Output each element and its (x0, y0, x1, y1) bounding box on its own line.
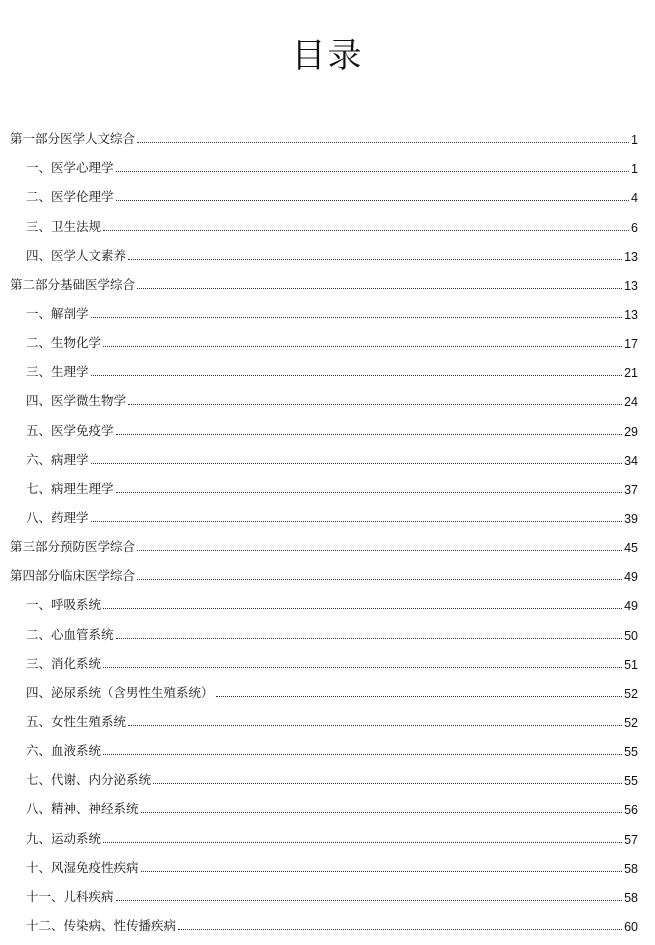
toc-entry-label: 第三部分预防医学综合 (10, 539, 136, 555)
toc-entry[interactable] (10, 468, 638, 497)
toc-entry[interactable] (10, 176, 638, 205)
toc-entry[interactable] (10, 439, 638, 468)
dot-leader (103, 230, 629, 231)
dot-leader (116, 171, 630, 172)
toc-entry[interactable] (10, 118, 638, 147)
toc-entry[interactable] (10, 584, 638, 613)
toc-entry[interactable] (10, 351, 638, 380)
dot-leader (137, 142, 629, 143)
toc-entry-page: 17 (624, 337, 638, 352)
toc-entry-label: 四、医学人文素养 (26, 247, 127, 263)
toc-entry-page: 24 (624, 395, 638, 410)
toc-entry-label: 第四部分临床医学综合 (10, 568, 136, 584)
toc-entry-page: 37 (624, 482, 638, 497)
toc-entry[interactable] (10, 147, 638, 176)
dot-leader (116, 434, 623, 435)
dot-leader (153, 783, 622, 784)
dot-leader (91, 317, 623, 318)
toc-entry-label: 十、风湿免疫性疾病 (26, 859, 139, 875)
toc-entry-page: 52 (624, 715, 638, 730)
toc-entry-label: 五、医学免疫学 (26, 422, 114, 438)
page-title: 目录 (291, 36, 364, 76)
dot-leader (91, 463, 623, 464)
dot-leader (103, 842, 622, 843)
toc-entry-label: 一、解剖学 (26, 305, 89, 321)
dot-leader (137, 550, 622, 551)
toc-entry-label: 一、呼吸系统 (26, 597, 102, 613)
toc-entry-page: 60 (624, 919, 638, 934)
toc-entry[interactable] (10, 322, 638, 351)
toc-entry-page: 49 (624, 599, 638, 614)
toc-entry-page: 45 (624, 541, 638, 556)
toc-entry[interactable] (10, 555, 638, 584)
toc-entry[interactable] (10, 293, 638, 322)
dot-leader (116, 492, 623, 493)
toc-entry-page: 13 (624, 307, 638, 322)
toc-entry[interactable] (10, 876, 638, 905)
toc-entry-label: 三、消化系统 (26, 655, 102, 671)
toc-entry-page: 21 (624, 366, 638, 381)
dot-leader (216, 696, 623, 697)
toc-entry-label: 七、代谢、内分泌系统 (26, 772, 152, 788)
toc-entry-page: 4 (631, 191, 638, 206)
dot-leader (137, 288, 622, 289)
toc-entry-label: 七、病理生理学 (26, 480, 114, 496)
toc-entry-page: 6 (631, 220, 638, 235)
toc-entry[interactable] (10, 409, 638, 438)
dot-leader (103, 346, 622, 347)
toc-entry-label: 十二、传染病、性传播疾病 (26, 917, 177, 933)
toc-entry-page: 51 (624, 657, 638, 672)
toc-entry[interactable] (10, 497, 638, 526)
toc-entry-label: 一、医学心理学 (26, 160, 114, 176)
toc-entry-page: 58 (624, 890, 638, 905)
toc-entry-page: 55 (624, 774, 638, 789)
toc-entry-label: 二、生物化学 (26, 335, 102, 351)
toc-entry-page: 56 (624, 803, 638, 818)
toc-entry[interactable] (10, 817, 638, 846)
dot-leader (141, 812, 623, 813)
toc-entry-label: 九、运动系统 (26, 830, 102, 846)
toc-entry-page: 13 (624, 249, 638, 264)
toc-entry[interactable] (10, 788, 638, 817)
dot-leader (91, 375, 623, 376)
toc-entry[interactable] (10, 759, 638, 788)
toc-entry[interactable] (10, 380, 638, 409)
toc-entry-label: 六、病理学 (26, 451, 89, 467)
toc-entry[interactable] (10, 205, 638, 234)
toc-entry-page: 34 (624, 453, 638, 468)
dot-leader (91, 521, 623, 522)
toc-entry-page: 58 (624, 861, 638, 876)
toc-entry-label: 十一、儿科疾病 (26, 888, 114, 904)
toc-entry[interactable] (10, 672, 638, 701)
dot-leader (103, 608, 622, 609)
dot-leader (103, 754, 622, 755)
toc-entry-page: 50 (624, 628, 638, 643)
toc-entry[interactable] (10, 526, 638, 555)
dot-leader (128, 404, 622, 405)
toc-entry[interactable] (10, 264, 638, 293)
toc-entry-label: 四、医学微生物学 (26, 393, 127, 409)
toc-entry-page: 57 (624, 832, 638, 847)
dot-leader (178, 929, 622, 930)
table-of-contents (10, 118, 638, 934)
toc-entry-label: 三、生理学 (26, 364, 89, 380)
toc-entry-label: 第一部分医学人文综合 (10, 131, 136, 147)
toc-entry-page: 1 (631, 133, 638, 148)
toc-entry[interactable] (10, 730, 638, 759)
toc-entry-page: 1 (631, 162, 638, 177)
toc-entry-page: 52 (624, 686, 638, 701)
dot-leader (116, 638, 623, 639)
toc-entry[interactable] (10, 701, 638, 730)
toc-entry-page: 49 (624, 570, 638, 585)
toc-entry[interactable] (10, 643, 638, 672)
toc-entry-label: 六、血液系统 (26, 743, 102, 759)
dot-leader (116, 900, 623, 901)
toc-entry-label: 二、医学伦理学 (26, 189, 114, 205)
toc-entry-page: 13 (624, 278, 638, 293)
toc-entry-label: 四、泌尿系统（含男性生殖系统） (26, 684, 214, 700)
toc-entry-label: 五、女性生殖系统 (26, 713, 127, 729)
dot-leader (116, 200, 630, 201)
toc-entry-page: 39 (624, 511, 638, 526)
toc-entry-label: 二、心血管系统 (26, 626, 114, 642)
toc-entry[interactable] (10, 235, 638, 264)
toc-entry-page: 55 (624, 745, 638, 760)
toc-entry-page: 29 (624, 424, 638, 439)
toc-entry-label: 第二部分基础医学综合 (10, 276, 136, 292)
toc-entry-label: 八、药理学 (26, 509, 89, 525)
toc-entry-label: 八、精神、神经系统 (26, 801, 139, 817)
dot-leader (141, 871, 623, 872)
toc-entry[interactable] (10, 613, 638, 642)
dot-leader (103, 667, 622, 668)
dot-leader (128, 725, 622, 726)
toc-entry[interactable] (10, 847, 638, 876)
dot-leader (137, 579, 622, 580)
toc-entry[interactable] (10, 905, 638, 934)
toc-entry-label: 三、卫生法规 (26, 218, 102, 234)
dot-leader (128, 259, 622, 260)
